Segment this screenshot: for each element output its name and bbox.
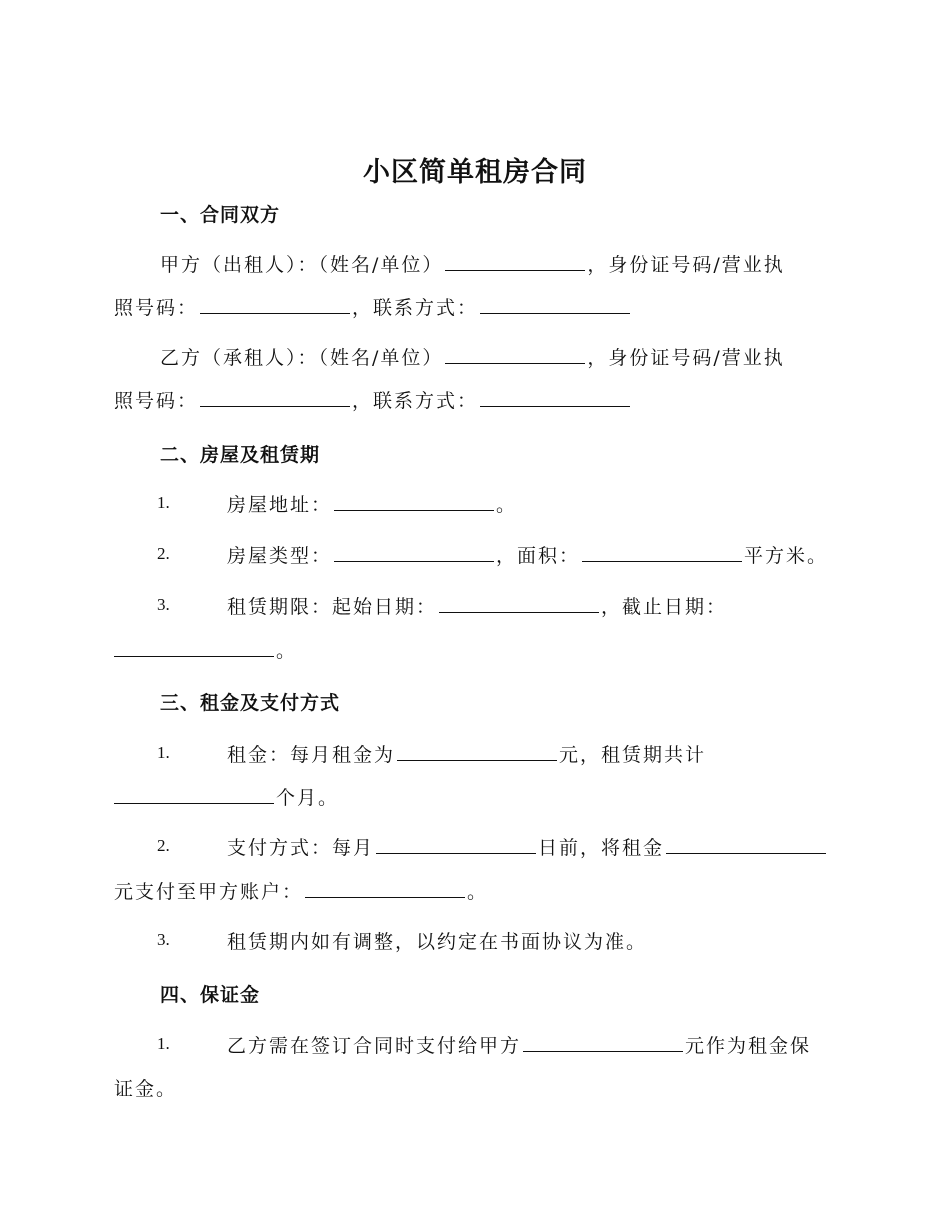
payment-line <box>227 833 828 860</box>
address-blank[interactable] <box>334 491 494 511</box>
party-b-line-1 <box>160 343 785 370</box>
party-a-id-blank[interactable] <box>200 294 350 314</box>
lease-term-line-2 <box>114 636 297 663</box>
area-blank[interactable] <box>582 542 742 562</box>
months-unit: 个月。 <box>276 787 340 809</box>
term-end-label: ，截止日期： <box>601 596 728 618</box>
premises-address-line <box>227 490 517 517</box>
deposit-label: 乙方需在签订合同时支付给甲方 <box>227 1035 522 1057</box>
party-a-contact-label: ，联系方式： <box>352 297 479 319</box>
rent-line <box>227 740 706 767</box>
party-a-contact-blank[interactable] <box>480 294 630 314</box>
rent-label: 租金：每月租金为 <box>227 744 396 766</box>
list-number: 1. <box>157 743 170 762</box>
account-blank[interactable] <box>305 878 465 898</box>
payment-end: 。 <box>467 881 489 903</box>
party-a-id-label: ，身份证号码/营业执 <box>587 254 785 276</box>
payment-amount-label: 日前，将租金 <box>538 837 665 859</box>
lease-term-line <box>227 592 727 619</box>
deposit-line <box>227 1031 811 1058</box>
end-date-blank[interactable] <box>114 637 274 657</box>
list-number: 3. <box>157 595 170 614</box>
start-date-blank[interactable] <box>439 593 599 613</box>
party-a-name-blank[interactable] <box>445 251 585 271</box>
type-label: 房屋类型： <box>227 545 333 567</box>
party-b-label: 乙方（承租人）：（姓名/单位） <box>160 347 444 369</box>
list-number: 2. <box>157 836 170 855</box>
party-b-id-label: ，身份证号码/营业执 <box>587 347 785 369</box>
party-b-line-2 <box>114 386 632 413</box>
list-number: 1. <box>157 1034 170 1053</box>
party-b-id-label-cont: 照号码： <box>114 390 199 412</box>
term-start-label: 租赁期限：起始日期： <box>227 596 438 618</box>
address-end: 。 <box>496 494 518 516</box>
party-b-name-blank[interactable] <box>445 344 585 364</box>
section-heading-premises: 二、房屋及租赁期 <box>160 444 321 466</box>
monthly-rent-blank[interactable] <box>397 741 557 761</box>
deposit-line-2: 证金。 <box>114 1078 178 1100</box>
rent-term-label: 元，租赁期共计 <box>559 744 707 766</box>
payment-amount-blank[interactable] <box>666 834 826 854</box>
deposit-blank[interactable] <box>523 1032 683 1052</box>
payment-line-2 <box>114 877 488 904</box>
party-a-line-1 <box>160 250 785 277</box>
adjustment-line: 租赁期内如有调整，以约定在书面协议为准。 <box>227 931 648 953</box>
section-heading-parties: 一、合同双方 <box>160 204 281 226</box>
section-heading-rent: 三、租金及支付方式 <box>160 692 341 714</box>
area-unit: 平方米。 <box>744 545 829 567</box>
party-b-contact-blank[interactable] <box>480 387 630 407</box>
party-b-id-blank[interactable] <box>200 387 350 407</box>
document-title: 小区简单租房合同 <box>363 157 587 188</box>
deposit-unit: 元作为租金保 <box>685 1035 812 1057</box>
payment-account-label: 元支付至甲方账户： <box>114 881 304 903</box>
list-number: 3. <box>157 930 170 949</box>
months-blank[interactable] <box>114 784 274 804</box>
type-blank[interactable] <box>334 542 494 562</box>
area-label: ，面积： <box>496 545 581 567</box>
payment-label: 支付方式：每月 <box>227 837 375 859</box>
party-a-label: 甲方（出租人）：（姓名/单位） <box>160 254 444 276</box>
party-a-line-2 <box>114 293 632 320</box>
premises-type-line <box>227 541 828 568</box>
section-heading-deposit: 四、保证金 <box>160 984 261 1006</box>
party-b-contact-label: ，联系方式： <box>352 390 479 412</box>
rent-line-2 <box>114 783 339 810</box>
term-end: 。 <box>276 640 298 662</box>
payment-day-blank[interactable] <box>376 834 536 854</box>
list-number: 2. <box>157 544 170 563</box>
party-a-id-label-cont: 照号码： <box>114 297 199 319</box>
list-number: 1. <box>157 493 170 512</box>
address-label: 房屋地址： <box>227 494 333 516</box>
